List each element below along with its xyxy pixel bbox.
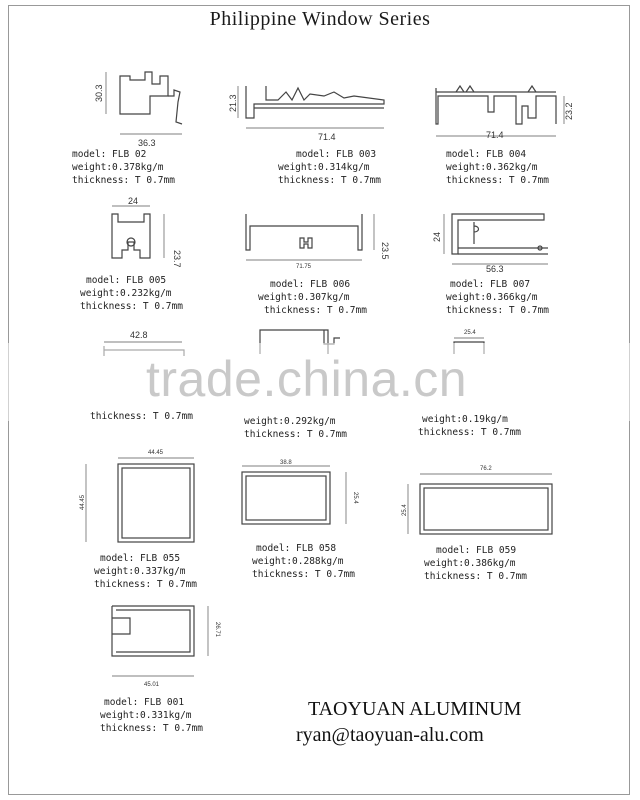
- thickness-label: thickness: T 0.7mm: [264, 305, 367, 316]
- dim-height: 23.2: [564, 102, 574, 120]
- model-label: model: FLB 007: [450, 279, 531, 290]
- dim-height: 23.7: [172, 250, 182, 268]
- caption-flb059: [424, 544, 527, 583]
- profile-drawing: [392, 458, 572, 538]
- model-label: model: FLB 001: [104, 697, 185, 708]
- model-label: model: FLB 059: [436, 545, 517, 556]
- thickness-label: thickness: T 0.7mm: [80, 301, 183, 312]
- model-label: model: FLB 02: [72, 149, 147, 160]
- thickness-label: thickness: T 0.7mm: [446, 175, 549, 186]
- page-title: Philippine Window Series: [209, 8, 431, 30]
- weight-label: weight:0.314kg/m: [278, 162, 370, 173]
- weight-label: weight:0.366kg/m: [446, 292, 538, 303]
- caption-flb02: [72, 148, 175, 187]
- contact-email: ryan@taoyuan-alu.com: [296, 724, 484, 746]
- caption-row3-left: [90, 410, 193, 423]
- model-label: model: FLB 003: [296, 149, 377, 160]
- dim-height: 23.5: [380, 242, 390, 260]
- model-label: model: FLB 055: [100, 553, 181, 564]
- profile-drawing: [240, 208, 400, 278]
- dim-width: 42.8: [130, 330, 148, 340]
- caption-row3-mid: [244, 415, 347, 441]
- profile-drawing: [432, 78, 582, 148]
- dim-width: 76.2: [480, 466, 492, 472]
- weight-label: weight:0.378kg/m: [72, 162, 164, 173]
- model-label: model: FLB 004: [446, 149, 527, 160]
- weight-label: weight:0.19kg/m: [422, 414, 508, 425]
- dim-width: 45.01: [144, 682, 160, 688]
- model-label: model: FLB 005: [86, 275, 167, 286]
- thickness-label: thickness: T 0.7mm: [446, 305, 549, 316]
- thickness-label: thickness: T 0.7mm: [94, 579, 197, 590]
- thickness-label: thickness: T 0.7mm: [418, 427, 521, 438]
- dim-width: 36.3: [138, 138, 156, 148]
- weight-label: weight:0.331kg/m: [100, 710, 192, 721]
- weight-label: weight:0.386kg/m: [424, 558, 516, 569]
- caption-flb055: [94, 552, 197, 591]
- dim-width: 44.45: [148, 450, 164, 456]
- caption-flb003: [278, 148, 381, 187]
- caption-flb006: [258, 278, 367, 317]
- caption-flb001: [100, 696, 203, 735]
- profile-drawing: [428, 208, 568, 278]
- dim-width: 24: [128, 196, 139, 206]
- weight-label: weight:0.288kg/m: [252, 556, 344, 567]
- thickness-label: thickness: T 0.7mm: [278, 175, 381, 186]
- weight-label: weight:0.292kg/m: [244, 416, 336, 427]
- dim-height: 25.4: [352, 492, 358, 504]
- dim-width: 56.3: [486, 264, 504, 274]
- thickness-label: thickness: T 0.7mm: [100, 723, 203, 734]
- profile-drawing: [228, 78, 394, 148]
- thickness-label: thickness: T 0.7mm: [90, 411, 193, 422]
- caption-flb004: [446, 148, 549, 187]
- dim-width: 38.8: [280, 460, 292, 466]
- dim-height: 25.4: [402, 504, 408, 516]
- dim-height: 44.45: [80, 494, 86, 510]
- dim-width: 71.4: [486, 130, 504, 140]
- profile-drawing: [100, 198, 190, 268]
- profile-drawing: [100, 600, 230, 695]
- profile-drawing: [76, 440, 216, 550]
- thickness-label: thickness: T 0.7mm: [244, 429, 347, 440]
- caption-flb058: [252, 542, 355, 581]
- profile-drawing: [90, 62, 200, 148]
- weight-label: weight:0.307kg/m: [258, 292, 350, 303]
- thickness-label: thickness: T 0.7mm: [72, 175, 175, 186]
- dim-width: 25.4: [464, 330, 476, 336]
- dim-height: 26.71: [214, 622, 220, 638]
- thickness-label: thickness: T 0.7mm: [252, 569, 355, 580]
- dim-width: 71.4: [318, 132, 336, 142]
- caption-flb005: [80, 274, 183, 313]
- dim-height: 30.3: [94, 84, 104, 102]
- caption-row3-right: [418, 413, 521, 439]
- weight-label: weight:0.362kg/m: [446, 162, 538, 173]
- dim-width: 71.75: [296, 264, 312, 270]
- model-label: model: FLB 006: [270, 279, 351, 290]
- watermark: trade.china.cn: [146, 351, 468, 407]
- thickness-label: thickness: T 0.7mm: [424, 571, 527, 582]
- weight-label: weight:0.337kg/m: [94, 566, 186, 577]
- weight-label: weight:0.232kg/m: [80, 288, 172, 299]
- profile-drawing: [230, 454, 370, 534]
- caption-flb007: [446, 278, 549, 317]
- brand-name: TAOYUAN ALUMINUM: [308, 698, 522, 720]
- model-label: model: FLB 058: [256, 543, 337, 554]
- dim-height: 24: [432, 231, 442, 242]
- dim-height: 21.3: [228, 94, 238, 112]
